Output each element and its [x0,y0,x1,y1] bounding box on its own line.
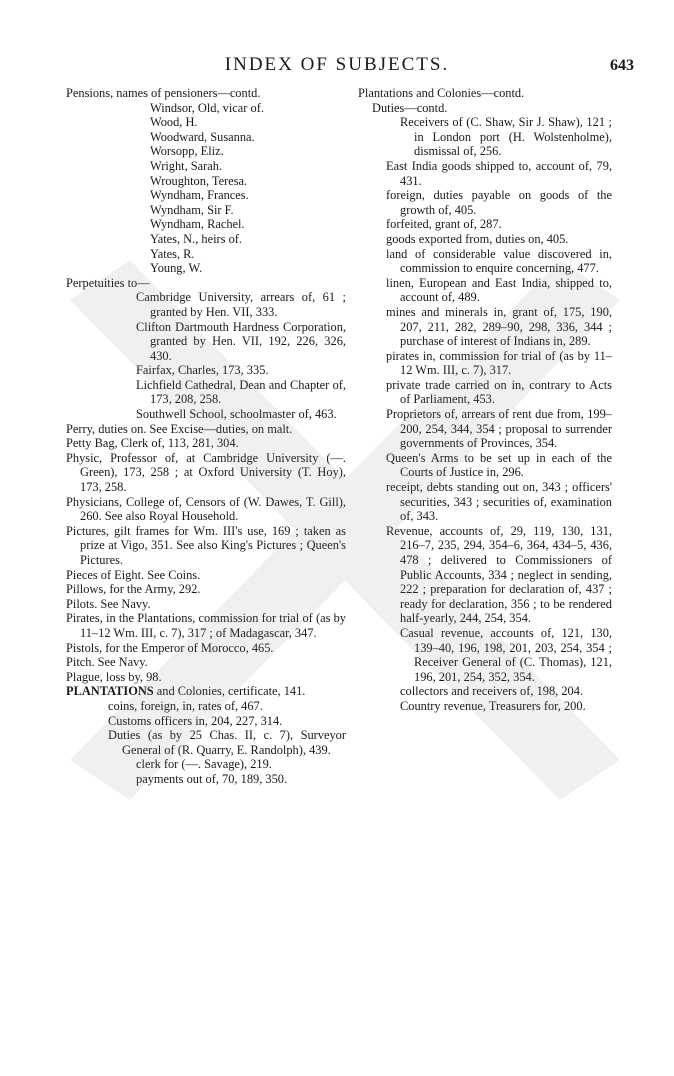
index-entry: land of considerable value discovered in, commission to enquire concerning, 477. [386,246,612,276]
index-entry: Pillows, for the Army, 292. [66,582,201,597]
index-entry-head: PLANTATIONS [66,684,154,699]
index-entry: linen, European and East India, shipped to, account of, 489. [386,275,612,305]
right-column [358,86,612,714]
index-entry: Wroughton, Teresa. [150,173,248,188]
index-entry: Proprietors of, arrears of rent due from, 199–200, 254, 344, 354 ; proposal to surrender governments of Provinces, 354. [386,407,612,451]
index-entry: Wyndham, Frances. [150,188,249,203]
index-entry: Pirates, in the Plantations, commission for trial of (as by 11–12 Wm. III, c. 7), 317 ; of Madagascar, 347. [66,611,346,640]
index-entry: Physicians, College of, Censors of (W. Dawes, T. Gill), 260. See also Royal Household. [66,494,346,524]
index-entry: Pictures, gilt frames for Wm. III's use, 169 ; taken as prize at Vigo, 351. See also King's Pictures ; Queen's Pictures. [66,523,346,567]
index-entry: forfeited, grant of, 287. [386,217,502,232]
index-entry: private trade carried on in, contrary to Acts of Parliament, 453. [386,377,612,407]
index-entry-text: and Colonies, certificate, 141. [153,684,306,699]
index-entry: Pilots. See Navy. [66,596,151,611]
index-entry: Windsor, Old, vicar of. [150,100,264,115]
index-entry: Revenue, accounts of, 29, 119, 130, 131, 216–7, 235, 294, 354–6, 364, 434–5, 436, 478 ; delivered to Commissioners of Public Accounts, 334 ; neglect in sending, 222 ; preparation for declaration of, 437 ; ready for declaration, 356 ; to be rendered half-yearly, 244, 254, 354. [386,523,612,626]
index-entry: Customs officers in, 204, 227, 314. [108,713,283,728]
index-entry: Wood, H. [150,115,198,130]
page-number: 643 [610,57,634,74]
index-entry: Duties (as by 25 Chas. II, c. 7), Surveyor General of (R. Quarry, E. Randolph), 439. [108,728,346,757]
index-entry: collectors and receivers of, 198, 204. [400,684,584,699]
index-entry: Wyndham, Sir F. [150,202,234,217]
index-entry: Cambridge University, arrears of, 61 ; granted by Hen. VII, 333. [136,290,346,319]
index-entry: Pistols, for the Emperor of Morocco, 465. [66,640,274,655]
index-entry: Clifton Dartmouth Hardness Corporation, granted by Hen. VII, 192, 226, 326, 430. [136,319,346,363]
index-entry: Petty Bag, Clerk of, 113, 281, 304. [66,436,239,451]
index-entry: Southwell School, schoolmaster of, 463. [136,407,337,422]
index-entry: Queen's Arms to be set up in each of the Courts of Justice in, 296. [386,450,612,480]
index-entry: clerk for (—. Savage), 219. [136,757,272,772]
index-entry: Woodward, Susanna. [150,129,255,144]
index-entry: payments out of, 70, 189, 350. [136,771,288,786]
index-entry: Wright, Sarah. [150,158,223,173]
index-entry: Duties—contd. [372,100,448,115]
left-column [66,86,346,787]
index-entry: Physic, Professor of, at Cambridge University (—. Green), 173, 258 ; at Oxford University (T. Hoy), 173, 258. [66,450,346,495]
index-entry: Perry, duties on. See Excise—duties, on malt. [66,421,293,436]
index-entry: Fairfax, Charles, 173, 335. [136,363,269,378]
index-entry: Plantations and Colonies—contd. [358,86,525,100]
index-entry: Wyndham, Rachel. [150,217,245,232]
index-entry: Country revenue, Treasurers for, 200. [400,698,586,713]
index-entry: Yates, N., heirs of. [150,231,243,246]
index-entry: Yates, R. [150,246,195,261]
index-entry: Young, W. [150,261,203,276]
index-entry: Casual revenue, accounts of, 121, 130, 139–40, 196, 198, 201, 203, 254, 354 ; Receiver General of (C. Thomas), 121, 196, 201, 254, 352, 354. [400,625,612,684]
index-entry: Receivers of (C. Shaw, Sir J. Shaw), 121 ; in London port (H. Wolstenholme), dismissal of, 256. [400,115,612,159]
index-entry: foreign, duties payable on goods of the growth of, 405. [386,188,612,217]
page-title: INDEX OF SUBJECTS. [224,54,450,75]
index-entry: Pitch. See Navy. [66,655,148,670]
index-entry: Pensions, names of pensioners—contd. [66,86,261,100]
index-entry: Lichfield Cathedral, Dean and Chapter of, 173, 208, 258. [136,377,346,407]
index-entry: goods exported from, duties on, 405. [386,231,569,246]
index-entry: mines and minerals in, grant of, 175, 190, 207, 211, 282, 289–90, 298, 336, 344 ; purchase of interest of Indians in, 289. [386,304,612,349]
index-entry: receipt, debts standing out on, 343 ; officers' securities, 343 ; securities of, examination of, 343. [386,480,612,524]
index-entry [66,684,346,699]
index-entry: pirates in, commission for trial of (as by 11–12 Wm. III, c. 7), 317. [386,348,612,378]
index-entry: Plague, loss by, 98. [66,669,162,684]
index-entry: Perpetuities to— [66,275,150,290]
index-entry: Pieces of Eight. See Coins. [66,567,201,582]
index-entry: Worsopp, Eliz. [150,144,224,159]
index-entry: East India goods shipped to, account of, 79, 431. [386,158,612,188]
index-entry: coins, foreign, in, rates of, 467. [108,698,263,713]
